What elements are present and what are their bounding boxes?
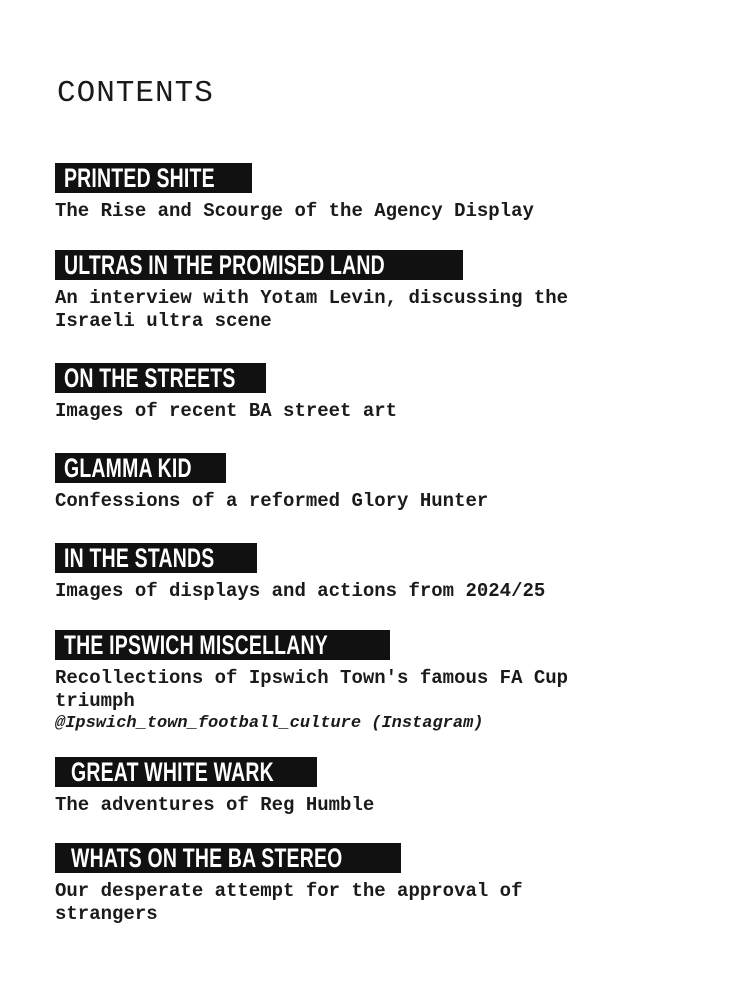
desc-line: Recollections of Ipswich Town's famous FA Cup (55, 667, 569, 689)
desc-line: strangers (55, 903, 158, 925)
instagram-credit: @Ipswich_town_football_culture (Instagram) (55, 714, 484, 733)
section-description (55, 667, 568, 735)
page-title: CONTENTS (57, 76, 214, 111)
section-description (55, 794, 374, 817)
contents-entry (55, 453, 488, 513)
contents-entry (55, 757, 374, 817)
contents-entry (55, 363, 397, 423)
section-description (55, 287, 568, 333)
section-description (55, 580, 545, 603)
section-label (55, 453, 226, 483)
section-label (55, 163, 252, 193)
desc-line: Our desperate attempt for the approval of (55, 880, 523, 902)
section-description (55, 490, 488, 513)
section-description (55, 880, 522, 926)
section-label (55, 757, 317, 787)
contents-entry (55, 630, 568, 735)
desc-line: An interview with Yotam Levin, discussing the (55, 287, 569, 309)
section-label-text: ULTRAS IN THE PROMISED LAND (64, 250, 385, 280)
section-label-text: IN THE STANDS (64, 543, 215, 573)
section-label-text: PRINTED SHITE (64, 163, 215, 193)
section-label (55, 843, 401, 873)
contents-entry (55, 843, 522, 926)
desc-line: Israeli ultra scene (55, 310, 272, 332)
section-description (55, 400, 397, 423)
section-label (55, 250, 463, 280)
section-label-text: GLAMMA KID (64, 453, 192, 483)
section-label-text: WHATS ON THE BA STEREO (71, 843, 343, 873)
section-label-text: ON THE STREETS (64, 363, 236, 393)
desc-line: Confessions of a reformed Glory Hunter (55, 490, 489, 512)
section-description (55, 200, 534, 223)
desc-line: Images of displays and actions from 2024/25 (55, 580, 546, 602)
section-label-text: THE IPSWICH MISCELLANY (64, 630, 328, 660)
desc-line: Images of recent BA street art (55, 400, 398, 422)
section-label (55, 543, 257, 573)
section-label (55, 363, 266, 393)
contents-entry (55, 163, 534, 223)
desc-line: triumph (55, 690, 135, 712)
desc-line: The Rise and Scourge of the Agency Display (55, 200, 534, 222)
section-label-text: GREAT WHITE WARK (71, 757, 274, 787)
contents-entry (55, 543, 545, 603)
section-label (55, 630, 390, 660)
contents-entry (55, 250, 568, 333)
desc-line: The adventures of Reg Humble (55, 794, 375, 816)
